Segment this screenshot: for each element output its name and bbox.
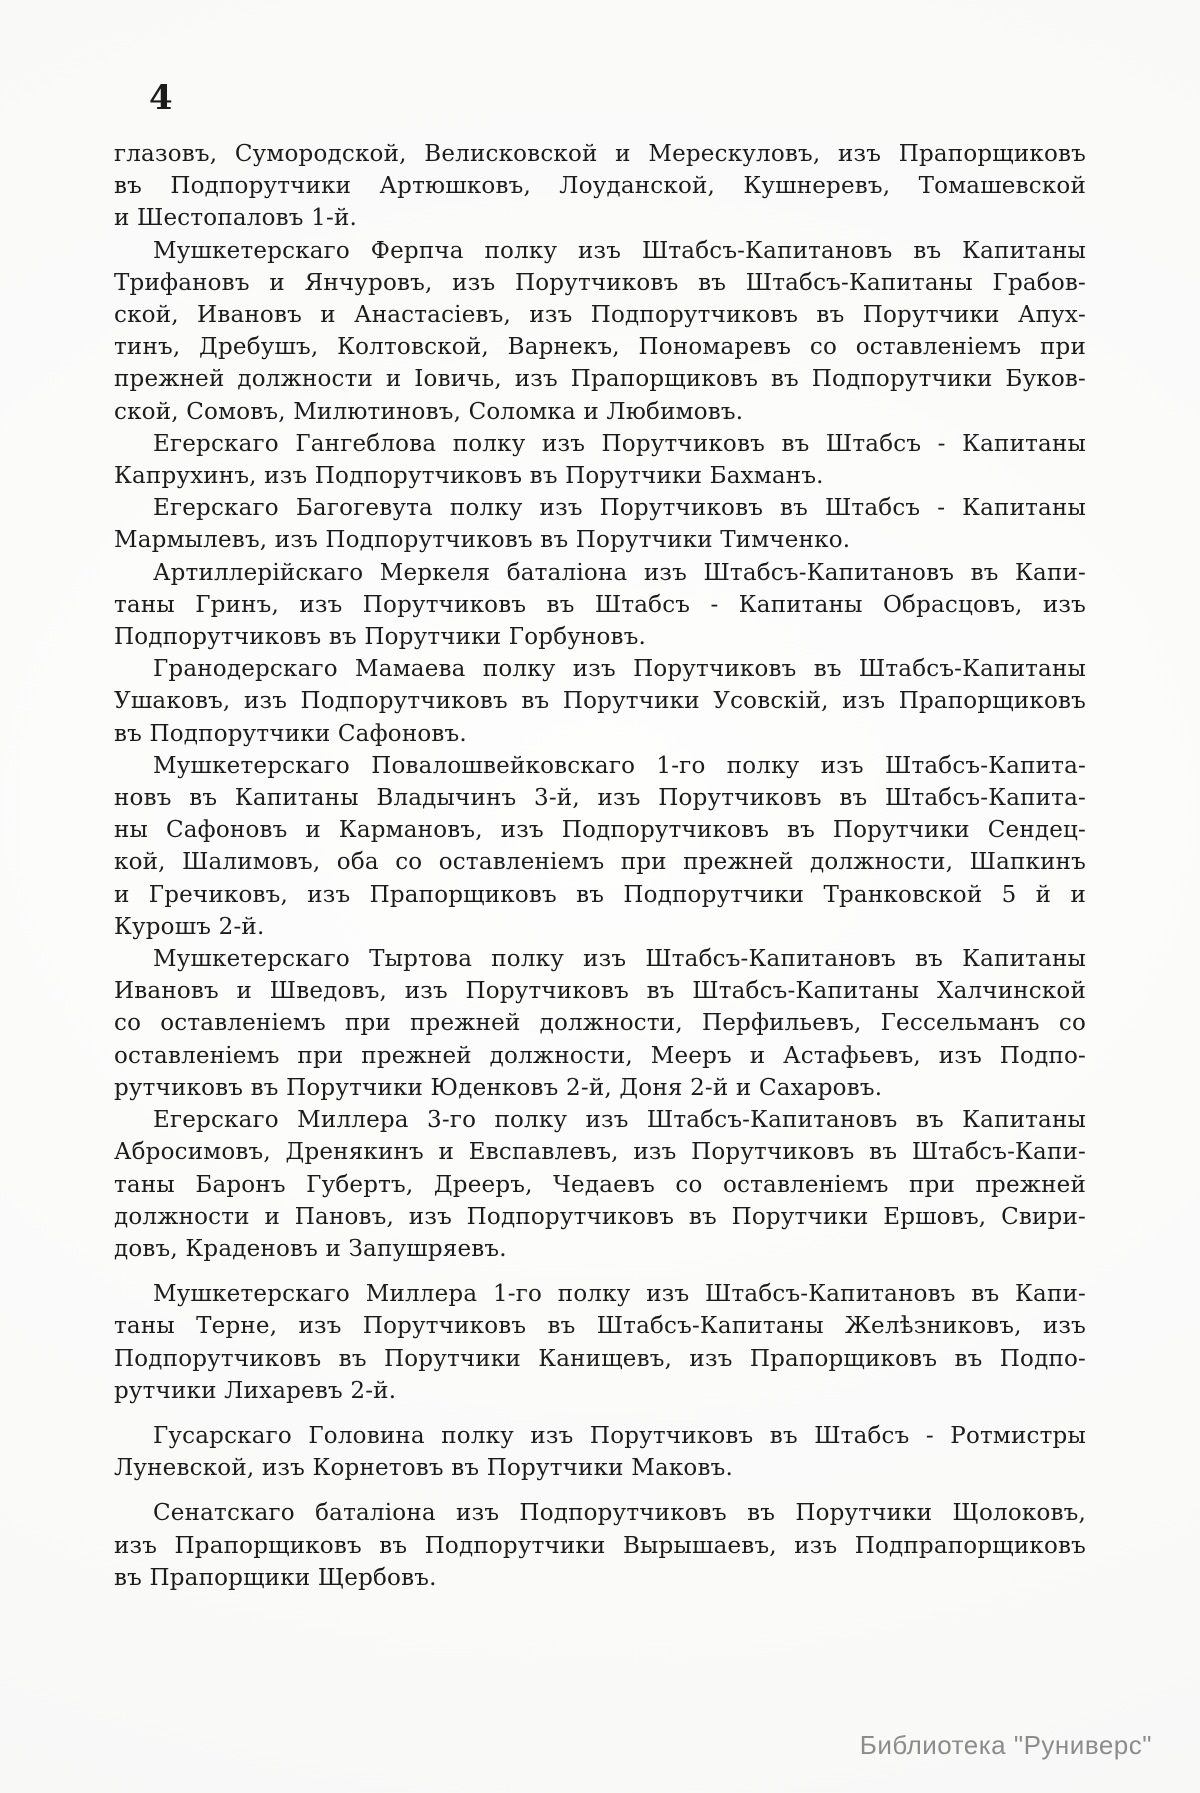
text-line: Подпорутчиковъ въ Порутчики Канищевъ, изъ Прапорщиковъ въ Подпо- bbox=[114, 1345, 1086, 1372]
text-line: Егерскаго Гангеблова полку изъ Порутчиковъ въ Штабсъ - Капитаны bbox=[153, 430, 1086, 457]
text-line: Егерскаго Багогевута полку изъ Порутчиковъ въ Штабсъ - Капитаны bbox=[153, 495, 1086, 522]
page-number: 4 bbox=[149, 78, 173, 118]
text-line: Артиллерійскаго Меркеля баталіона изъ Штабсъ-Капитановъ въ Капи- bbox=[153, 559, 1086, 586]
text-line: таны Баронъ Губертъ, Дрееръ, Чедаевъ со оставленіемъ при прежней bbox=[114, 1171, 1086, 1198]
paragraph bbox=[114, 943, 1086, 1104]
text-line: Гранодерскаго Мамаева полку изъ Порутчиковъ въ Штабсъ-Капитаны bbox=[153, 656, 1086, 683]
text-line: Луневской, изъ Корнетовъ въ Порутчики Маковъ. bbox=[114, 1455, 733, 1482]
text-line: Капрухинъ, изъ Подпорутчиковъ въ Порутчики Бахманъ. bbox=[114, 463, 824, 490]
text-line: новъ въ Капитаны Владычинъ 3-й, изъ Порутчиковъ въ Штабсъ-Капита- bbox=[114, 785, 1086, 812]
text-line: оставленіемъ при прежней должности, Мееръ и Астафьевъ, изъ Подпо- bbox=[114, 1042, 1086, 1069]
text-line: въ Прапорщики Щербовъ. bbox=[114, 1564, 437, 1591]
text-line: кой, Шалимовъ, оба со оставленіемъ при прежней должности, Шапкинъ bbox=[114, 849, 1086, 876]
text-block bbox=[114, 138, 1086, 1594]
text-line: Курошъ 2-й. bbox=[114, 913, 265, 940]
paragraph bbox=[114, 1104, 1086, 1265]
text-line: таны Гринъ, изъ Порутчиковъ въ Штабсъ - Капитаны Обрасцовъ, изъ bbox=[114, 591, 1086, 618]
text-line: глазовъ, Сумородской, Велисковской и Мерескуловъ, изъ Прапорщиковъ bbox=[114, 141, 1086, 167]
text-line: Трифановъ и Янчуровъ, изъ Порутчиковъ въ Штабсъ-Капитаны Грабов- bbox=[114, 269, 1086, 296]
library-watermark: Библиотека "Руниверс" bbox=[859, 1730, 1152, 1760]
paragraph bbox=[114, 492, 1086, 556]
text-line: Мушкетерскаго Миллера 1-го полку изъ Штабсъ-Капитановъ въ Капи- bbox=[153, 1281, 1086, 1308]
text-line: Гусарскаго Головина полку изъ Порутчиковъ въ Штабсъ - Ротмистры bbox=[153, 1422, 1086, 1449]
text-line: Подпорутчиковъ въ Порутчики Горбуновъ. bbox=[114, 624, 647, 651]
text-line: Сенатскаго баталіона изъ Подпорутчиковъ въ Порутчики Щолоковъ, bbox=[153, 1500, 1086, 1527]
text-line: изъ Прапорщиковъ въ Подпорутчики Вырышаевъ, изъ Подпрапорщиковъ bbox=[114, 1532, 1086, 1559]
paragraph bbox=[114, 1420, 1086, 1484]
text-line: прежней должности и Іовичь, изъ Прапорщиковъ въ Подпорутчики Буков- bbox=[114, 366, 1086, 393]
paragraph bbox=[114, 653, 1086, 750]
text-line: Абросимовъ, Дренякинъ и Евспавлевъ, изъ Порутчиковъ въ Штабсъ-Капи- bbox=[114, 1139, 1086, 1166]
text-line: въ Подпорутчики Сафоновъ. bbox=[114, 720, 467, 747]
text-line: рутчики Лихаревъ 2-й. bbox=[114, 1377, 397, 1404]
text-line: тинъ, Дребушъ, Колтовской, Варнекъ, Пономаревъ со оставленіемъ при bbox=[114, 334, 1086, 361]
paragraph bbox=[114, 138, 1086, 235]
paragraph bbox=[114, 557, 1086, 654]
text-line: Мушкетерскаго Ферпча полку изъ Штабсъ-Капитановъ въ Капитаны bbox=[153, 237, 1086, 264]
text-line: довъ, Краденовъ и Запушряевъ. bbox=[114, 1235, 507, 1262]
text-line: Ушаковъ, изъ Подпорутчиковъ въ Порутчики Усовскій, изъ Прапорщиковъ bbox=[114, 688, 1086, 715]
text-line: Мушкетерскаго Повалошвейковскаго 1-го полку изъ Штабсъ-Капита- bbox=[153, 752, 1086, 779]
paragraph bbox=[114, 750, 1086, 943]
text-line: ской, Ивановъ и Анастасіевъ, изъ Подпорутчиковъ въ Порутчики Апух- bbox=[114, 302, 1086, 329]
paragraph bbox=[114, 235, 1086, 428]
paragraph bbox=[114, 428, 1086, 492]
text-line: ской, Сомовъ, Милютиновъ, Соломка и Любимовъ. bbox=[114, 398, 744, 425]
text-line: со оставленіемъ при прежней должности, Перфильевъ, Гессельманъ со bbox=[114, 1010, 1086, 1037]
text-line: Мушкетерскаго Тыртова полку изъ Штабсъ-Капитановъ въ Капитаны bbox=[153, 946, 1086, 973]
paragraph bbox=[114, 1278, 1086, 1407]
text-line: и Гречиковъ, изъ Прапорщиковъ въ Подпорутчики Транковской 5 й и bbox=[114, 881, 1086, 908]
text-line: и Шестопаловъ 1-й. bbox=[114, 205, 357, 232]
text-line: Мармылевъ, изъ Подпорутчиковъ въ Порутчики Тимченко. bbox=[114, 527, 851, 554]
text-line: въ Подпорутчики Артюшковъ, Лоуданской, Кушнеревъ, Томашевской bbox=[114, 173, 1086, 200]
text-line: ны Сафоновъ и Кармановъ, изъ Подпорутчиковъ въ Порутчики Сендец- bbox=[114, 817, 1086, 844]
text-line: таны Терне, изъ Порутчиковъ въ Штабсъ-Капитаны Желѣзниковъ, изъ bbox=[114, 1313, 1086, 1340]
paragraph bbox=[114, 1497, 1086, 1594]
text-line: рутчиковъ въ Порутчики Юденковъ 2-й, Доня 2-й и Сахаровъ. bbox=[114, 1074, 883, 1101]
text-line: Егерскаго Миллера 3-го полку изъ Штабсъ-Капитановъ въ Капитаны bbox=[153, 1107, 1086, 1134]
text-line: Ивановъ и Шведовъ, изъ Порутчиковъ въ Штабсъ-Капитаны Халчинской bbox=[114, 978, 1086, 1005]
text-line: должности и Пановъ, изъ Подпорутчиковъ въ Порутчики Ершовъ, Свири- bbox=[114, 1203, 1086, 1230]
